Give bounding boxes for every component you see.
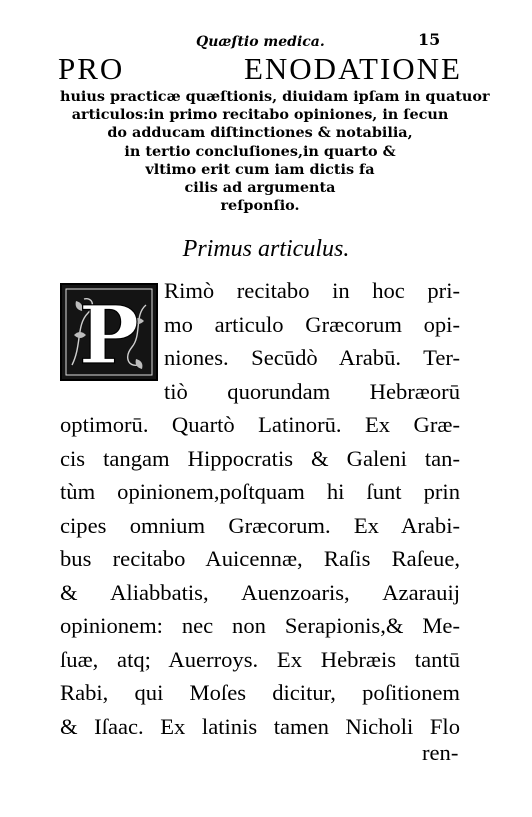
intro-line: articulos:in primo recitabo opiniones, in ſecun — [71, 106, 449, 124]
body-line: bus recitabo Auicennæ, Raſis Raſeue, — [60, 546, 460, 571]
intro-line: cilis ad argumenta — [184, 179, 336, 197]
intro-line: vltimo erit cum iam dictis fa — [145, 160, 375, 178]
page-number: 15 — [418, 30, 441, 49]
catchword: ren- — [422, 740, 459, 765]
body-line: & Aliabbatis, Auenzoaris, Azarauij — [60, 579, 460, 605]
body-line: tiò quorundam Hebræorū — [164, 378, 460, 404]
body-line: cis tangam Hippocratis & Galeni tan- — [60, 445, 460, 471]
body-line: Rimò recitabo in hoc pri- — [164, 278, 460, 303]
body-line: Rabi, qui Moſes dicitur, poſitionem — [60, 680, 460, 705]
body-line: opinionem: nec non Serapionis,& Me- — [60, 613, 460, 638]
intro-line: in tertio concluſiones,in quarto & — [124, 142, 396, 160]
body-line: tùm opinionem,poſtquam hi ſunt prin — [60, 479, 460, 504]
body-line: cipes omnium Græcorum. Ex Arabi- — [60, 512, 460, 538]
body-line: niones. Secūdò Arabū. Ter- — [164, 345, 460, 370]
body-line: & Iſaac. Ex latinis tamen Nicholi Flo — [60, 713, 460, 739]
initial-letter: P — [78, 288, 140, 379]
body-line: mo articulo Græcorum opi- — [164, 311, 460, 337]
intro-line: do adducam diſtinctiones & notabilia, — [107, 124, 413, 142]
running-title: Quæſtio medica. — [196, 34, 325, 50]
chapter-heading: PRO ENODATIONE — [58, 51, 462, 86]
intro-paragraph — [60, 88, 490, 215]
body-line: optimorū. Quartò Latinorū. Ex Græ- — [60, 412, 460, 437]
intro-line: reſponſio. — [220, 197, 300, 215]
intro-line: huius practicæ quæſtionis, diuidam ipſam in quatuor — [60, 88, 490, 105]
body-paragraph — [60, 274, 460, 743]
section-title: Primus articulus. — [182, 236, 350, 262]
body-line: ſuæ, atq; Auerroys. Ex Hebræis tantū — [60, 646, 460, 672]
